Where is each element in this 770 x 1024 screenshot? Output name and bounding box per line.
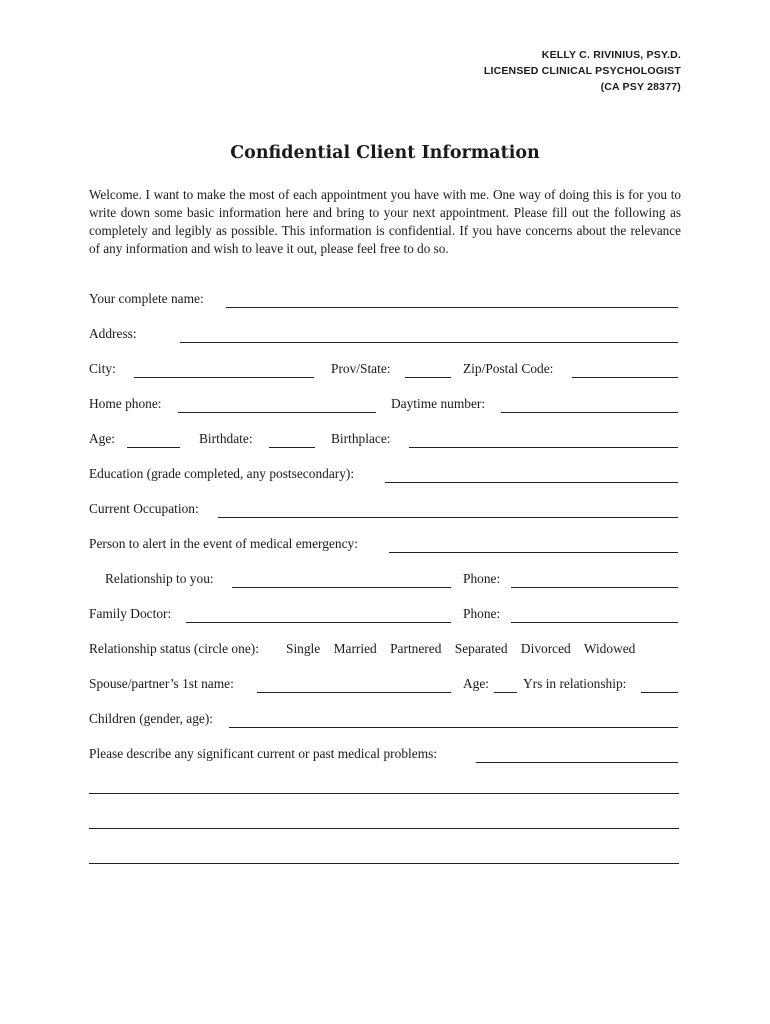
- occupation-field[interactable]: [218, 517, 678, 518]
- prov-state-label: Prov/State:: [331, 361, 391, 376]
- emergency-field[interactable]: [389, 552, 678, 553]
- status-options: [286, 641, 645, 657]
- status-option-separated[interactable]: Separated: [454, 641, 508, 656]
- years-label: Yrs in relationship:: [523, 676, 627, 691]
- education-field[interactable]: [385, 482, 678, 483]
- spouse-age-label: Age:: [463, 676, 490, 691]
- children-row: [89, 711, 679, 731]
- status-option-divorced[interactable]: Divorced: [520, 641, 571, 656]
- home-phone-field[interactable]: [178, 412, 376, 413]
- medical-field[interactable]: [476, 762, 678, 763]
- address-label: Address:: [89, 326, 137, 341]
- name-label: Your complete name:: [89, 291, 204, 306]
- doctor-row: [89, 606, 679, 626]
- address-field[interactable]: [180, 342, 678, 343]
- birthdate-field[interactable]: [269, 447, 315, 448]
- daytime-label: Daytime number:: [391, 396, 486, 411]
- status-option-widowed[interactable]: Widowed: [583, 641, 636, 656]
- practitioner-title: LICENSED CLINICAL PSYCHOLOGIST: [483, 65, 681, 77]
- medical-label: Please describe any significant current or past medical problems:: [89, 746, 438, 761]
- doctor-phone-field[interactable]: [511, 622, 678, 623]
- zip-label: Zip/Postal Code:: [463, 361, 554, 376]
- address-row: [89, 326, 679, 346]
- emergency-label: Person to alert in the event of medical emergency:: [89, 536, 358, 551]
- page-title: Confidential Client Information: [230, 143, 540, 163]
- status-option-single[interactable]: Single: [286, 641, 321, 656]
- birthplace-field[interactable]: [409, 447, 678, 448]
- education-label: Education (grade completed, any postsecondary):: [89, 466, 355, 481]
- name-row: [89, 291, 679, 311]
- status-label: Relationship status (circle one):: [89, 641, 259, 656]
- status-option-partnered[interactable]: Partnered: [390, 641, 442, 656]
- name-field[interactable]: [226, 307, 678, 308]
- zip-field[interactable]: [572, 377, 678, 378]
- medical-row: [89, 746, 679, 766]
- age-label: Age:: [89, 431, 116, 446]
- doctor-label: Family Doctor:: [89, 606, 172, 621]
- years-field[interactable]: [641, 692, 678, 693]
- spouse-row: [89, 676, 679, 696]
- home-phone-label: Home phone:: [89, 396, 162, 411]
- emergency-row: [89, 536, 679, 556]
- relationship-row: [89, 571, 679, 591]
- age-field[interactable]: [127, 447, 180, 448]
- medical-line-3[interactable]: [89, 863, 679, 864]
- intro-paragraph: Welcome. I want to make the most of each appointment you have with me. One way of doing this is for you to write down some basic information here and bring to your next appointment. Please fill out the following as completely and legibly as possible. This information is confidential. If you have concerns about the relevance of any information and wish to leave it out, please feel free to do so.: [89, 187, 681, 256]
- city-row: [89, 361, 679, 381]
- city-label: City:: [89, 361, 116, 376]
- medical-line-1[interactable]: [89, 793, 679, 794]
- city-field[interactable]: [134, 377, 314, 378]
- education-row: [89, 466, 679, 486]
- occupation-label: Current Occupation:: [89, 501, 199, 516]
- daytime-field[interactable]: [501, 412, 678, 413]
- medical-line-2[interactable]: [89, 828, 679, 829]
- spouse-age-field[interactable]: [494, 692, 517, 693]
- spouse-field[interactable]: [257, 692, 451, 693]
- occupation-row: [89, 501, 679, 521]
- practitioner-name: KELLY C. RIVINIUS, PSY.D.: [541, 49, 681, 61]
- emergency-phone-field[interactable]: [511, 587, 678, 588]
- status-row: [89, 641, 679, 661]
- license-number: (CA PSY 28377): [600, 81, 681, 93]
- practitioner-header: [484, 47, 681, 95]
- prov-state-field[interactable]: [405, 377, 451, 378]
- doctor-field[interactable]: [186, 622, 451, 623]
- children-field[interactable]: [229, 727, 678, 728]
- relationship-field[interactable]: [232, 587, 451, 588]
- birthdate-label: Birthdate:: [199, 431, 253, 446]
- children-label: Children (gender, age):: [89, 711, 214, 726]
- phone-row: [89, 396, 679, 416]
- relationship-label: Relationship to you:: [105, 571, 214, 586]
- doctor-phone-label: Phone:: [463, 606, 501, 621]
- emergency-phone-label: Phone:: [463, 571, 501, 586]
- status-option-married[interactable]: Married: [333, 641, 377, 656]
- birthplace-label: Birthplace:: [331, 431, 391, 446]
- spouse-label: Spouse/partner’s 1st name:: [89, 676, 234, 691]
- birth-row: [89, 431, 679, 451]
